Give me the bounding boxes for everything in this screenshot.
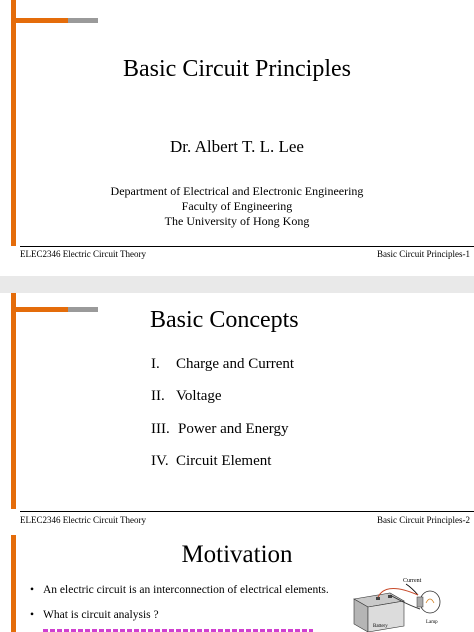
- slide-1-grey-top: [68, 18, 98, 23]
- figure-lamp-label: Lamp: [426, 620, 438, 625]
- slide-2: [0, 293, 474, 535]
- slide-2-orange-top: [11, 307, 68, 312]
- concept-item-3-text: Power and Energy: [178, 421, 289, 437]
- slide-1-footer-right: Basic Circuit Principles-1: [377, 249, 470, 259]
- concept-item-2-text: Voltage: [176, 388, 222, 404]
- concept-item-3-number: III.: [151, 421, 170, 437]
- slide-1-faculty: Faculty of Engineering: [181, 199, 293, 213]
- motivation-bullet-1: An electric circuit is an interconnection of electrical elements.: [43, 584, 329, 596]
- motivation-bullet-2: What is circuit analysis ?: [43, 609, 159, 621]
- concept-item-4-text: Circuit Element: [176, 453, 272, 469]
- slide-3: [0, 535, 474, 632]
- slide-1-footer-left: ELEC2346 Electric Circuit Theory: [20, 249, 147, 259]
- slide-2-footer-left: ELEC2346 Electric Circuit Theory: [20, 515, 147, 525]
- slide-2-footer-line: [20, 511, 474, 512]
- slide-2-grey-top: [68, 307, 98, 312]
- slide-1-university: The University of Hong Kong: [164, 214, 310, 228]
- slide-1-footer-line: [20, 246, 474, 247]
- slide-2-title: Basic Concepts: [150, 307, 299, 333]
- figure-current-label: Current: [403, 578, 422, 584]
- slide-1-department: Department of Electrical and Electronic Engineering: [110, 184, 364, 198]
- slide-1-title: Basic Circuit Principles: [123, 56, 351, 82]
- slide-1-author: Dr. Albert T. L. Lee: [170, 137, 304, 156]
- battery-lamp-figure: [346, 575, 450, 632]
- slide-2-orange-bar: [11, 293, 16, 509]
- slide-2-footer-right: Basic Circuit Principles-2: [377, 515, 470, 525]
- motivation-bullet-2-marker: •: [30, 609, 35, 621]
- slide-gap: [0, 276, 474, 293]
- figure-battery-label: Battery: [373, 624, 388, 629]
- concept-item-4-number: IV.: [151, 453, 169, 469]
- motivation-cutoff-text: [43, 628, 313, 632]
- slide-3-title: Motivation: [181, 541, 293, 568]
- concept-item-1-text: Charge and Current: [176, 356, 295, 372]
- concept-item-1-number: I.: [151, 356, 160, 372]
- concept-item-2-number: II.: [151, 388, 165, 404]
- slide-1: [0, 0, 474, 276]
- slide-1-orange-top: [11, 18, 68, 23]
- motivation-bullet-1-marker: •: [30, 584, 35, 596]
